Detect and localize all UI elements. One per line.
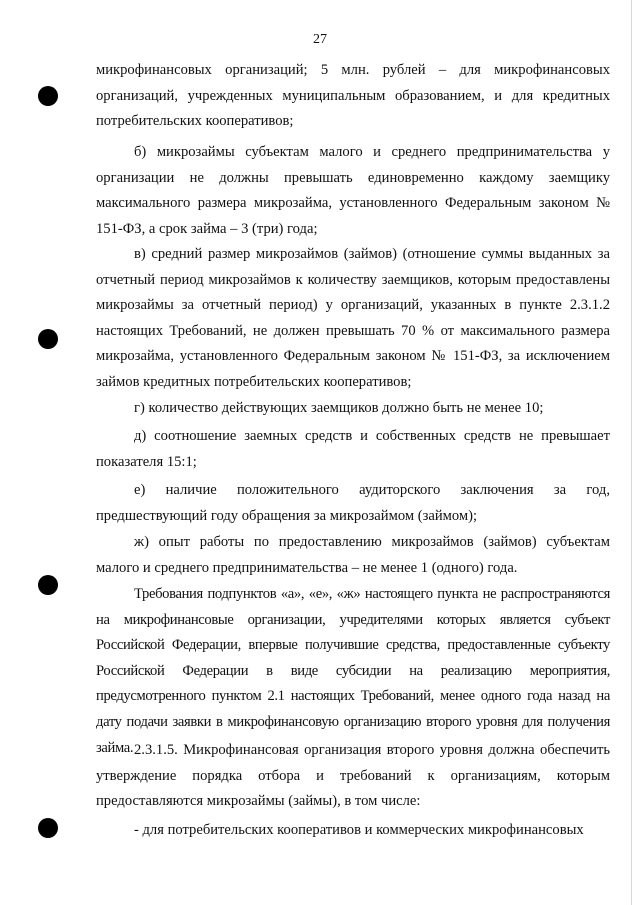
paragraph-item-g: г) количество действующих заемщиков должно быть не менее 10; xyxy=(134,400,544,416)
paragraph-exceptions: Требования подпунктов «а», «е», «ж» настоящего пункта не распространяются на микрофинансовые организации, учредителями которых является субъект Российской Федерации, впервые получившие средства, предоставленные субъекту Российской Федерации в виде субсидии на реализацию мероприятия, предусмотренного пунктом 2.1 настоящих Требований, менее одного года назад на дату подачи заявки в микрофинансовую организацию второго уровня для получения займа. xyxy=(96,586,610,756)
paragraph-list-item: - для потребительских кооперативов и коммерческих микрофинансовых xyxy=(134,822,584,838)
paragraph-section-2-3-1-5: 2.3.1.5. Микрофинансовая организация второго уровня должна обеспечить утверждение порядка отбора и требований к организациям, которым предоставляются микрозаймы (займы), в том числе: xyxy=(96,742,610,810)
paragraph-item-zh: ж) опыт работы по предоставлению микрозаймов (займов) субъектам малого и среднего предпринимательства – не менее 1 (одного) года. xyxy=(96,534,610,576)
paragraph-item-b: б) микрозаймы субъектам малого и среднего предпринимательства у организации не должны превышать единовременно каждому заемщику максимального размера микрозайма, установленного Федеральным законом № 151-ФЗ, а срок займа – 3 (три) года; xyxy=(96,144,610,237)
scan-edge-line xyxy=(631,0,632,905)
paragraph-item-d: д) соотношение заемных средств и собственных средств не превышает показателя 15:1; xyxy=(96,428,610,470)
page-number: 27 xyxy=(313,32,327,47)
punch-hole-4 xyxy=(38,818,58,838)
paragraph-continuation: микрофинансовых организаций; 5 млн. рублей – для микрофинансовых организаций, учрежденных муниципальным образованием, и для кредитных потребительских кооперативов; xyxy=(96,62,610,130)
punch-hole-2 xyxy=(38,329,58,349)
punch-hole-3 xyxy=(38,575,58,595)
paragraph-item-e: е) наличие положительного аудиторского заключения за год, предшествующий году обращения за микрозаймом (займом); xyxy=(96,482,610,524)
punch-hole-1 xyxy=(38,86,58,106)
paragraph-item-v: в) средний размер микрозаймов (займов) (отношение суммы выданных за отчетный период микрозаймов к количеству заемщиков, которым предоставлены микрозаймы за отчетный период) у организаций, указанных в пункте 2.3.1.2 настоящих Требований, не должен превышать 70 % от максимального размера микрозайма, установленного Федеральным законом № 151-ФЗ, за исключением займов кредитных потребительских кооперативов; xyxy=(96,246,610,390)
